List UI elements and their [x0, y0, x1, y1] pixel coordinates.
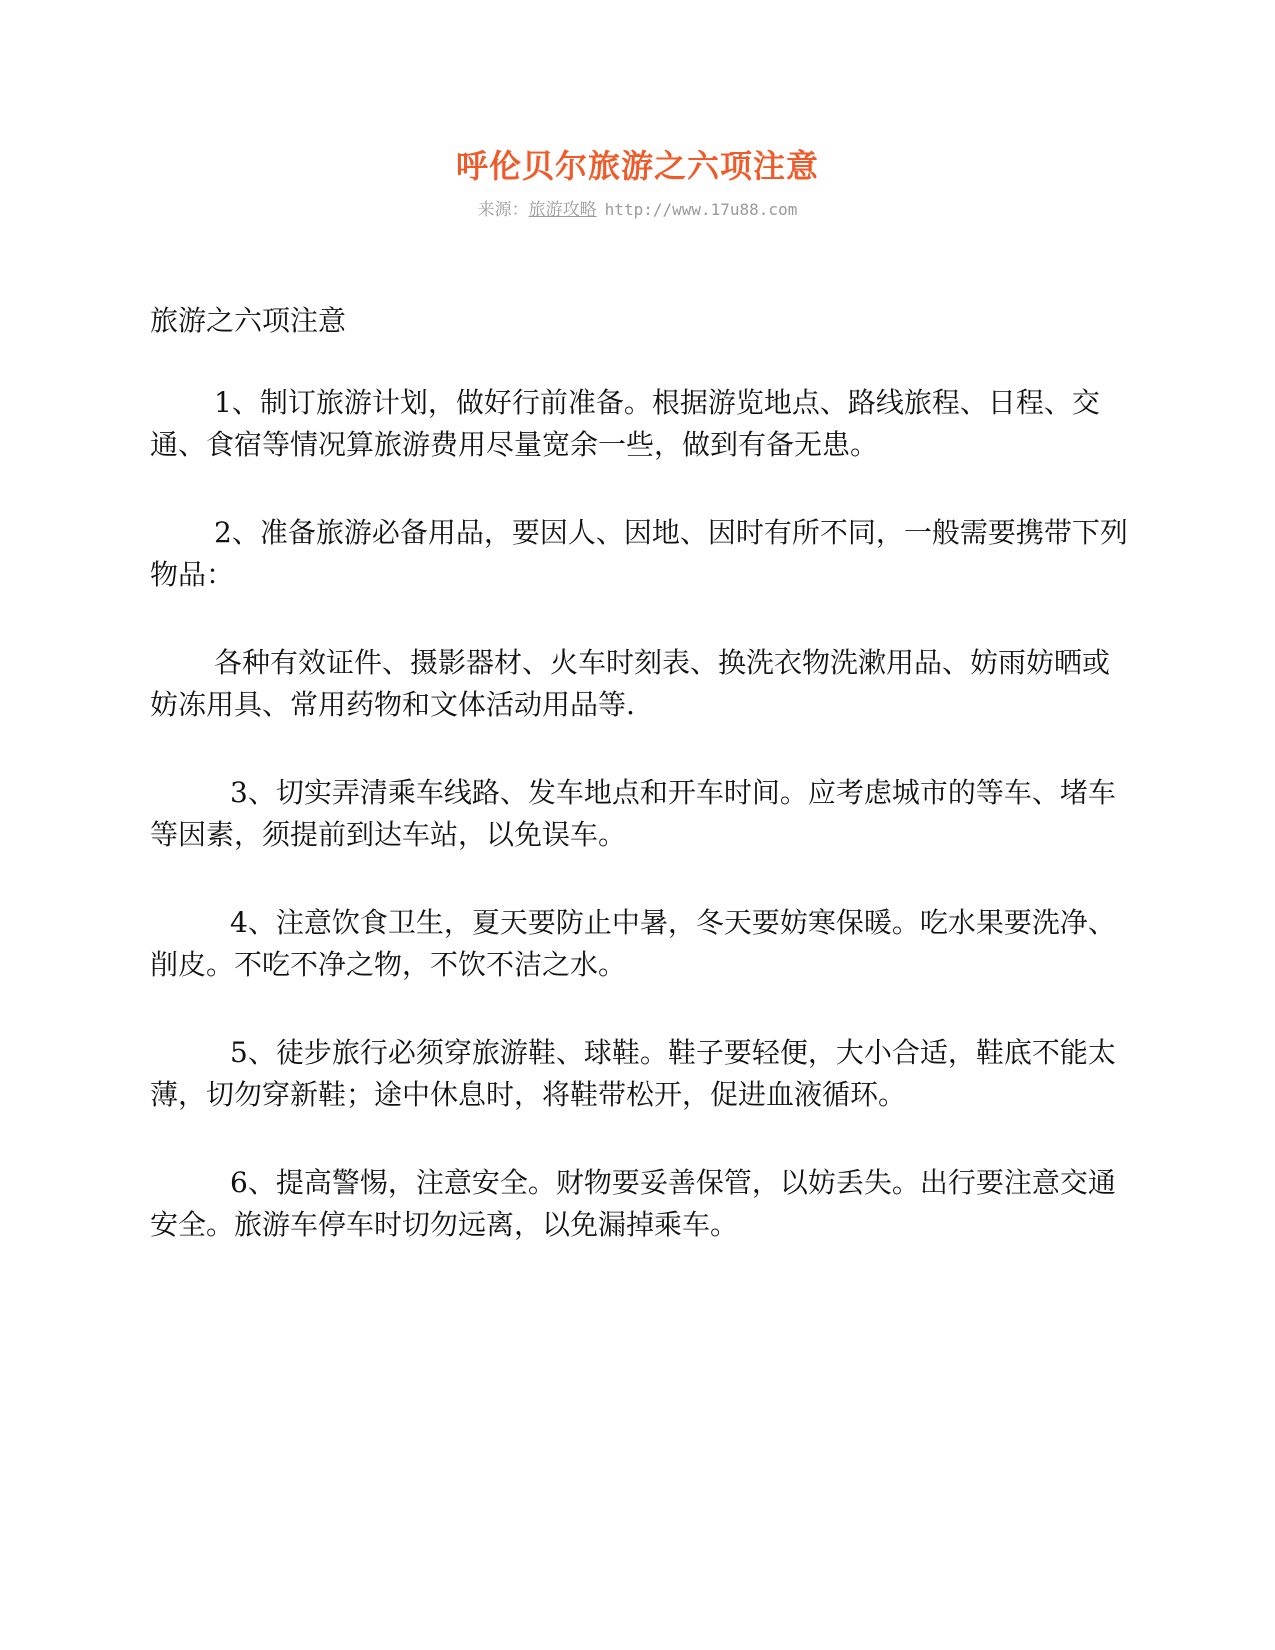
source-link[interactable]: 旅游攻略 [528, 200, 597, 220]
document-body [150, 300, 1130, 1292]
paragraph-2: 2、准备旅游必备用品，要因人、因地、因时有所不同，一般需要携带下列物品： [150, 516, 1128, 591]
source-prefix: 来源： [477, 200, 529, 220]
paragraph-5: 5、徒步旅行必须穿旅游鞋、球鞋。鞋子要轻便，大小合适，鞋底不能太薄，切勿穿新鞋；途中休息时，将鞋带松开，促进血液循环。 [150, 1036, 1116, 1111]
paragraph-1: 1、制订旅游计划，做好行前准备。根据游览地点、路线旅程、日程、交通、食宿等情况算旅游费用尽量宽余一些，做到有备无患。 [150, 386, 1100, 461]
source-line [0, 198, 1275, 222]
paragraph-items: 各种有效证件、摄影器材、火车时刻表、换洗衣物洗漱用品、妨雨妨晒或妨冻用具、常用药物和文体活动用品等. [150, 646, 1111, 721]
page-title: 呼伦贝尔旅游之六项注意 [455, 147, 819, 185]
section-heading: 旅游之六项注意 [150, 304, 347, 337]
paragraph-4: 4、注意饮食卫生，夏天要防止中暑，冬天要妨寒保暖。吃水果要洗净、削皮。不吃不净之物，不饮不洁之水。 [150, 906, 1116, 981]
source-url[interactable]: http://www.17u88.com [604, 200, 798, 219]
paragraph-6: 6、提高警惕，注意安全。财物要妥善保管，以妨丢失。出行要注意交通安全。旅游车停车时切勿远离，以免漏掉乘车。 [150, 1166, 1116, 1241]
paragraph-3: 3、切实弄清乘车线路、发车地点和开车时间。应考虑城市的等车、堵车等因素，须提前到达车站，以免误车。 [150, 776, 1116, 851]
